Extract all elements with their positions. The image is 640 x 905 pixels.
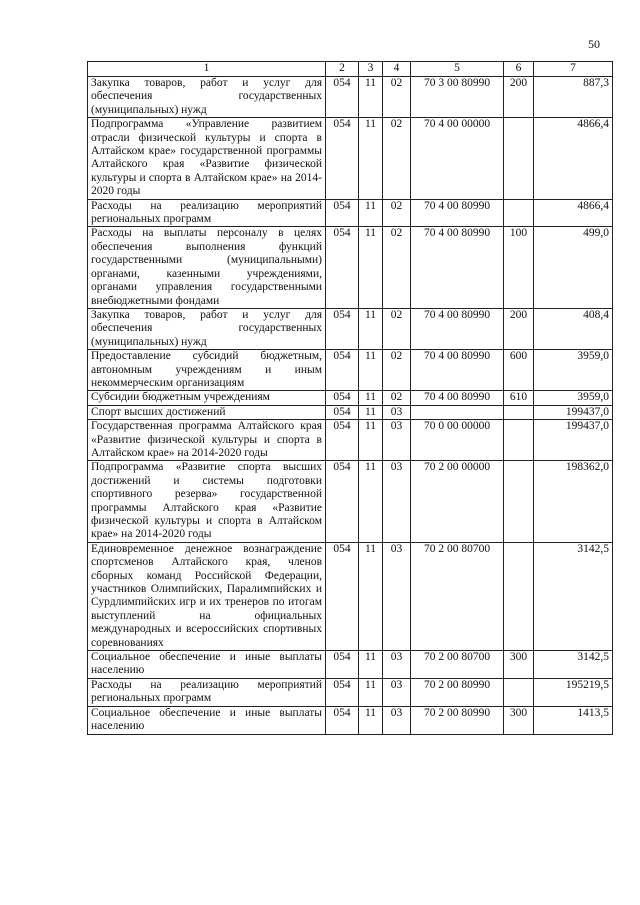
cell-target-article-code: 70 4 00 80990 — [411, 391, 504, 405]
cell-target-article-code: 70 2 00 80990 — [411, 706, 504, 734]
table-header-row — [88, 62, 613, 77]
cell-ministry-code: 054 — [326, 118, 359, 199]
cell-section-code: 11 — [359, 227, 383, 308]
cell-item-name: Расходы на выплаты персоналу в целях обеспечения выполнения функций государственными (муниципальными) органами, казенными учреждениями, органами управления государственными внебюджетными фондами — [88, 227, 326, 308]
page-number: 50 — [588, 37, 600, 51]
cell-item-name: Подпрограмма «Управление развитием отрасли физической культуры и спорта в Алтайском крае» государственной программы Алтайского края «Развитие физической культуры и спорта в Алтайском крае» на 2014-2020 годы — [88, 118, 326, 199]
column-header-1: 1 — [88, 62, 326, 77]
cell-section-code: 11 — [359, 651, 383, 679]
cell-amount: 3142,5 — [534, 542, 613, 650]
cell-item-name: Единовременное денежное вознаграждение спортсменов Алтайского края, членов сборных команд Российской Федерации, участников Олимпийских, Паралимпийских и Сурдлимпийских игр и их тренеров по итогам выступлений на официальных международных и всероссийских спортивных соревнованиях — [88, 542, 326, 650]
cell-ministry-code: 054 — [326, 420, 359, 461]
cell-ministry-code: 054 — [326, 542, 359, 650]
cell-item-name: Расходы на реализацию мероприятий региональных программ — [88, 199, 326, 227]
cell-amount: 4866,4 — [534, 199, 613, 227]
cell-target-article-code: 70 4 00 80990 — [411, 199, 504, 227]
cell-expense-type-code: 300 — [504, 706, 534, 734]
table-row — [88, 118, 613, 199]
cell-expense-type-code — [504, 199, 534, 227]
cell-expense-type-code — [504, 678, 534, 706]
cell-expense-type-code — [504, 542, 534, 650]
cell-section-code: 11 — [359, 420, 383, 461]
cell-target-article-code: 70 0 00 00000 — [411, 420, 504, 461]
cell-expense-type-code — [504, 118, 534, 199]
cell-ministry-code: 054 — [326, 350, 359, 391]
column-header-3: 3 — [359, 62, 383, 77]
cell-section-code: 11 — [359, 199, 383, 227]
cell-amount: 3142,5 — [534, 651, 613, 679]
cell-subsection-code: 02 — [383, 391, 411, 405]
cell-section-code: 11 — [359, 350, 383, 391]
cell-section-code: 11 — [359, 461, 383, 542]
cell-target-article-code: 70 2 00 80700 — [411, 542, 504, 650]
cell-amount: 408,4 — [534, 308, 613, 349]
table-row — [88, 542, 613, 650]
cell-subsection-code: 03 — [383, 461, 411, 542]
cell-item-name: Субсидии бюджетным учреждениям — [88, 391, 326, 405]
cell-target-article-code: 70 4 00 00000 — [411, 118, 504, 199]
cell-section-code: 11 — [359, 706, 383, 734]
cell-target-article-code: 70 2 00 80990 — [411, 678, 504, 706]
cell-section-code: 11 — [359, 542, 383, 650]
table-row — [88, 461, 613, 542]
cell-amount: 1413,5 — [534, 706, 613, 734]
cell-amount: 198362,0 — [534, 461, 613, 542]
cell-section-code: 11 — [359, 391, 383, 405]
cell-target-article-code: 70 2 00 00000 — [411, 461, 504, 542]
cell-expense-type-code: 200 — [504, 77, 534, 118]
cell-expense-type-code: 300 — [504, 651, 534, 679]
cell-item-name: Государственная программа Алтайского края «Развитие физической культуры и спорта в Алтайском крае» на 2014-2020 годы — [88, 420, 326, 461]
cell-amount: 199437,0 — [534, 405, 613, 419]
table-row — [88, 199, 613, 227]
cell-item-name: Предоставление субсидий бюджетным, автономным учреждениям и иным некоммерческим организациям — [88, 350, 326, 391]
cell-ministry-code: 054 — [326, 461, 359, 542]
cell-ministry-code: 054 — [326, 77, 359, 118]
column-header-5: 5 — [411, 62, 504, 77]
cell-subsection-code: 03 — [383, 542, 411, 650]
cell-ministry-code: 054 — [326, 651, 359, 679]
cell-amount: 195219,5 — [534, 678, 613, 706]
cell-expense-type-code: 600 — [504, 350, 534, 391]
cell-subsection-code: 02 — [383, 199, 411, 227]
cell-subsection-code: 03 — [383, 405, 411, 419]
cell-item-name: Социальное обеспечение и иные выплаты населению — [88, 651, 326, 679]
cell-item-name: Закупка товаров, работ и услуг для обеспечения государственных (муниципальных) нужд — [88, 308, 326, 349]
cell-subsection-code: 03 — [383, 706, 411, 734]
table-row — [88, 391, 613, 405]
table-row — [88, 706, 613, 734]
cell-section-code: 11 — [359, 77, 383, 118]
cell-subsection-code: 02 — [383, 77, 411, 118]
cell-target-article-code: 70 3 00 80990 — [411, 77, 504, 118]
cell-amount: 3959,0 — [534, 350, 613, 391]
table-row — [88, 420, 613, 461]
table-row — [88, 651, 613, 679]
cell-item-name: Расходы на реализацию мероприятий региональных программ — [88, 678, 326, 706]
cell-item-name: Социальное обеспечение и иные выплаты населению — [88, 706, 326, 734]
table-row — [88, 405, 613, 419]
table-row — [88, 77, 613, 118]
cell-target-article-code: 70 2 00 80700 — [411, 651, 504, 679]
cell-amount: 887,3 — [534, 77, 613, 118]
table-body — [88, 77, 613, 735]
cell-target-article-code: 70 4 00 80990 — [411, 350, 504, 391]
cell-section-code: 11 — [359, 118, 383, 199]
cell-expense-type-code — [504, 461, 534, 542]
cell-ministry-code: 054 — [326, 678, 359, 706]
cell-target-article-code: 70 4 00 80990 — [411, 227, 504, 308]
cell-expense-type-code — [504, 405, 534, 419]
cell-expense-type-code: 610 — [504, 391, 534, 405]
cell-subsection-code: 03 — [383, 420, 411, 461]
cell-item-name: Подпрограмма «Развитие спорта высших достижений и системы подготовки спортивного резерва» государственной программы Алтайского края «Развитие физической культуры и спорта в Алтайском крае» на 2014-2020 годы — [88, 461, 326, 542]
column-header-4: 4 — [383, 62, 411, 77]
cell-subsection-code: 02 — [383, 350, 411, 391]
cell-amount: 199437,0 — [534, 420, 613, 461]
cell-expense-type-code: 200 — [504, 308, 534, 349]
cell-ministry-code: 054 — [326, 227, 359, 308]
table-row — [88, 308, 613, 349]
cell-subsection-code: 02 — [383, 118, 411, 199]
cell-subsection-code: 02 — [383, 308, 411, 349]
cell-target-article-code — [411, 405, 504, 419]
cell-section-code: 11 — [359, 678, 383, 706]
column-header-6: 6 — [504, 62, 534, 77]
table-row — [88, 227, 613, 308]
cell-ministry-code: 054 — [326, 391, 359, 405]
cell-item-name: Закупка товаров, работ и услуг для обеспечения государственных (муниципальных) нужд — [88, 77, 326, 118]
cell-amount: 4866,4 — [534, 118, 613, 199]
cell-amount: 499,0 — [534, 227, 613, 308]
cell-subsection-code: 03 — [383, 678, 411, 706]
table-row — [88, 350, 613, 391]
cell-target-article-code: 70 4 00 80990 — [411, 308, 504, 349]
cell-subsection-code: 03 — [383, 651, 411, 679]
cell-expense-type-code — [504, 420, 534, 461]
budget-table — [87, 61, 613, 735]
cell-item-name: Спорт высших достижений — [88, 405, 326, 419]
column-header-2: 2 — [326, 62, 359, 77]
cell-ministry-code: 054 — [326, 405, 359, 419]
table-row — [88, 678, 613, 706]
cell-amount: 3959,0 — [534, 391, 613, 405]
cell-ministry-code: 054 — [326, 308, 359, 349]
cell-section-code: 11 — [359, 405, 383, 419]
cell-ministry-code: 054 — [326, 199, 359, 227]
column-header-7: 7 — [534, 62, 613, 77]
cell-expense-type-code: 100 — [504, 227, 534, 308]
cell-section-code: 11 — [359, 308, 383, 349]
cell-subsection-code: 02 — [383, 227, 411, 308]
cell-ministry-code: 054 — [326, 706, 359, 734]
